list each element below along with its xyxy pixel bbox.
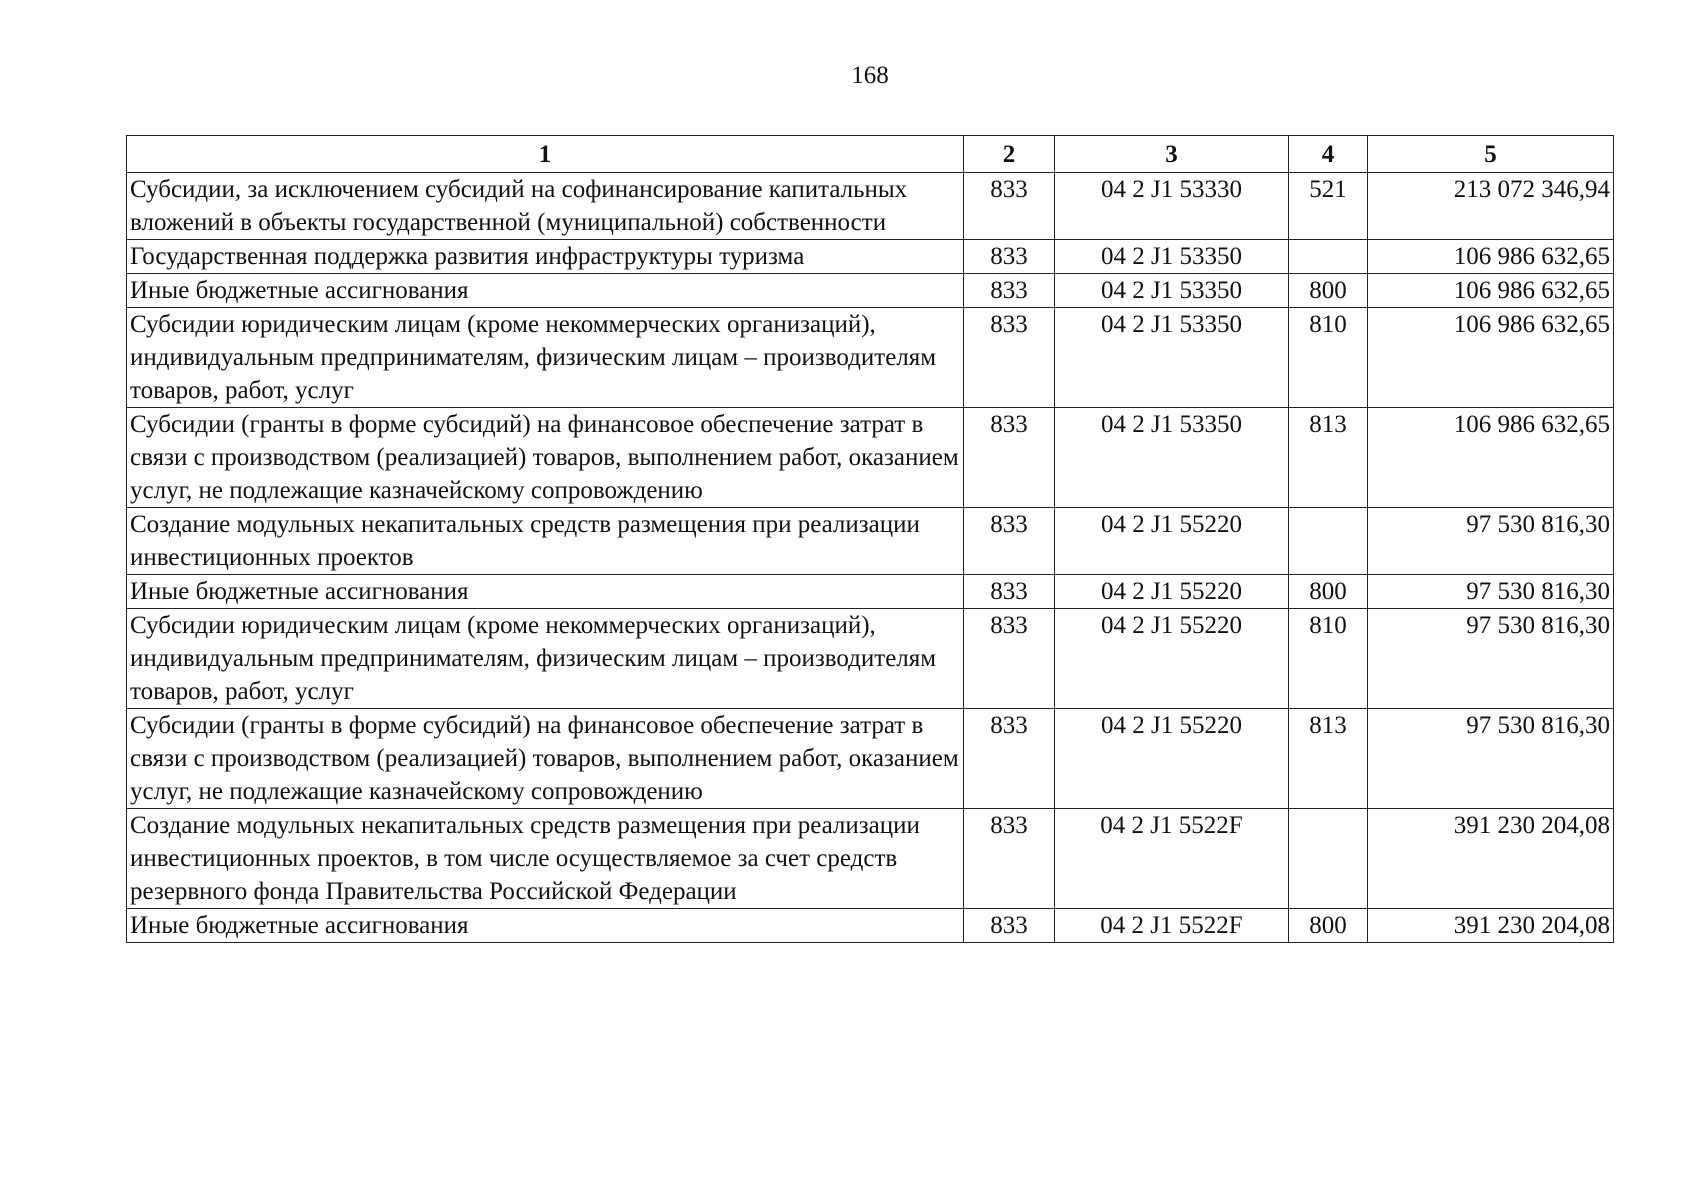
table-row bbox=[127, 240, 1614, 274]
table-header-row bbox=[127, 136, 1614, 173]
row-col2: 833 bbox=[964, 809, 1055, 909]
table-row bbox=[127, 274, 1614, 308]
row-col3: 04 2 J1 53350 bbox=[1055, 240, 1289, 274]
row-col5: 213 072 346,94 bbox=[1368, 173, 1614, 240]
header-col-2: 2 bbox=[964, 136, 1055, 173]
header-col-1: 1 bbox=[127, 136, 964, 173]
row-name: Создание модульных некапитальных средств размещения при реализации инвестиционных проектов, в том числе осуществляемое за счет средств резервного фонда Правительства Российской Федерации bbox=[127, 809, 964, 909]
row-col3: 04 2 J1 55220 bbox=[1055, 575, 1289, 609]
row-col3: 04 2 J1 55220 bbox=[1055, 609, 1289, 709]
row-name: Субсидии юридическим лицам (кроме некоммерческих организаций), индивидуальным предпринимателям, физическим лицам – производителям товаров, работ, услуг bbox=[127, 609, 964, 709]
header-col-3: 3 bbox=[1055, 136, 1289, 173]
row-col2: 833 bbox=[964, 508, 1055, 575]
row-col4: 800 bbox=[1289, 575, 1368, 609]
row-name: Субсидии юридическим лицам (кроме некоммерческих организаций), индивидуальным предпринимателям, физическим лицам – производителям товаров, работ, услуг bbox=[127, 308, 964, 408]
row-col3: 04 2 J1 5522F bbox=[1055, 809, 1289, 909]
row-name: Иные бюджетные ассигнования bbox=[127, 274, 964, 308]
row-col2: 833 bbox=[964, 575, 1055, 609]
row-col3: 04 2 J1 55220 bbox=[1055, 709, 1289, 809]
row-col3: 04 2 J1 53350 bbox=[1055, 274, 1289, 308]
row-col5: 106 986 632,65 bbox=[1368, 408, 1614, 508]
row-col4: 810 bbox=[1289, 308, 1368, 408]
row-col4 bbox=[1289, 240, 1368, 274]
row-col4: 800 bbox=[1289, 274, 1368, 308]
row-name: Создание модульных некапитальных средств размещения при реализации инвестиционных проектов bbox=[127, 508, 964, 575]
row-col2: 833 bbox=[964, 274, 1055, 308]
row-col2: 833 bbox=[964, 909, 1055, 943]
row-col4: 521 bbox=[1289, 173, 1368, 240]
table-row bbox=[127, 308, 1614, 408]
row-col5: 391 230 204,08 bbox=[1368, 809, 1614, 909]
row-col4: 800 bbox=[1289, 909, 1368, 943]
row-col4: 813 bbox=[1289, 709, 1368, 809]
row-col5: 106 986 632,65 bbox=[1368, 274, 1614, 308]
row-col4: 810 bbox=[1289, 609, 1368, 709]
row-col5: 97 530 816,30 bbox=[1368, 609, 1614, 709]
row-name: Субсидии (гранты в форме субсидий) на финансовое обеспечение затрат в связи с производством (реализацией) товаров, выполнением работ, оказанием услуг, не подлежащие казначейскому сопровождению bbox=[127, 709, 964, 809]
row-col2: 833 bbox=[964, 609, 1055, 709]
table-row bbox=[127, 909, 1614, 943]
row-col2: 833 bbox=[964, 408, 1055, 508]
row-name: Государственная поддержка развития инфраструктуры туризма bbox=[127, 240, 964, 274]
row-name: Иные бюджетные ассигнования bbox=[127, 575, 964, 609]
row-col2: 833 bbox=[964, 308, 1055, 408]
table-row bbox=[127, 173, 1614, 240]
row-col5: 97 530 816,30 bbox=[1368, 508, 1614, 575]
header-col-5: 5 bbox=[1368, 136, 1614, 173]
row-name: Иные бюджетные ассигнования bbox=[127, 909, 964, 943]
row-col2: 833 bbox=[964, 709, 1055, 809]
row-col4 bbox=[1289, 809, 1368, 909]
row-col2: 833 bbox=[964, 240, 1055, 274]
row-col5: 97 530 816,30 bbox=[1368, 709, 1614, 809]
row-col5: 106 986 632,65 bbox=[1368, 240, 1614, 274]
table-row bbox=[127, 709, 1614, 809]
table-row bbox=[127, 575, 1614, 609]
table-row bbox=[127, 609, 1614, 709]
page-number: 168 bbox=[851, 62, 889, 89]
budget-table bbox=[126, 135, 1614, 943]
table-row bbox=[127, 408, 1614, 508]
row-name: Субсидии (гранты в форме субсидий) на финансовое обеспечение затрат в связи с производством (реализацией) товаров, выполнением работ, оказанием услуг, не подлежащие казначейскому сопровождению bbox=[127, 408, 964, 508]
row-col5: 391 230 204,08 bbox=[1368, 909, 1614, 943]
row-col5: 97 530 816,30 bbox=[1368, 575, 1614, 609]
row-col3: 04 2 J1 53350 bbox=[1055, 308, 1289, 408]
row-col5: 106 986 632,65 bbox=[1368, 308, 1614, 408]
row-col3: 04 2 J1 55220 bbox=[1055, 508, 1289, 575]
row-col3: 04 2 J1 5522F bbox=[1055, 909, 1289, 943]
header-col-4: 4 bbox=[1289, 136, 1368, 173]
row-col2: 833 bbox=[964, 173, 1055, 240]
row-col3: 04 2 J1 53330 bbox=[1055, 173, 1289, 240]
table-row bbox=[127, 809, 1614, 909]
row-col4: 813 bbox=[1289, 408, 1368, 508]
row-col3: 04 2 J1 53350 bbox=[1055, 408, 1289, 508]
row-col4 bbox=[1289, 508, 1368, 575]
table-row bbox=[127, 508, 1614, 575]
row-name: Субсидии, за исключением субсидий на софинансирование капитальных вложений в объекты государственной (муниципальной) собственности bbox=[127, 173, 964, 240]
